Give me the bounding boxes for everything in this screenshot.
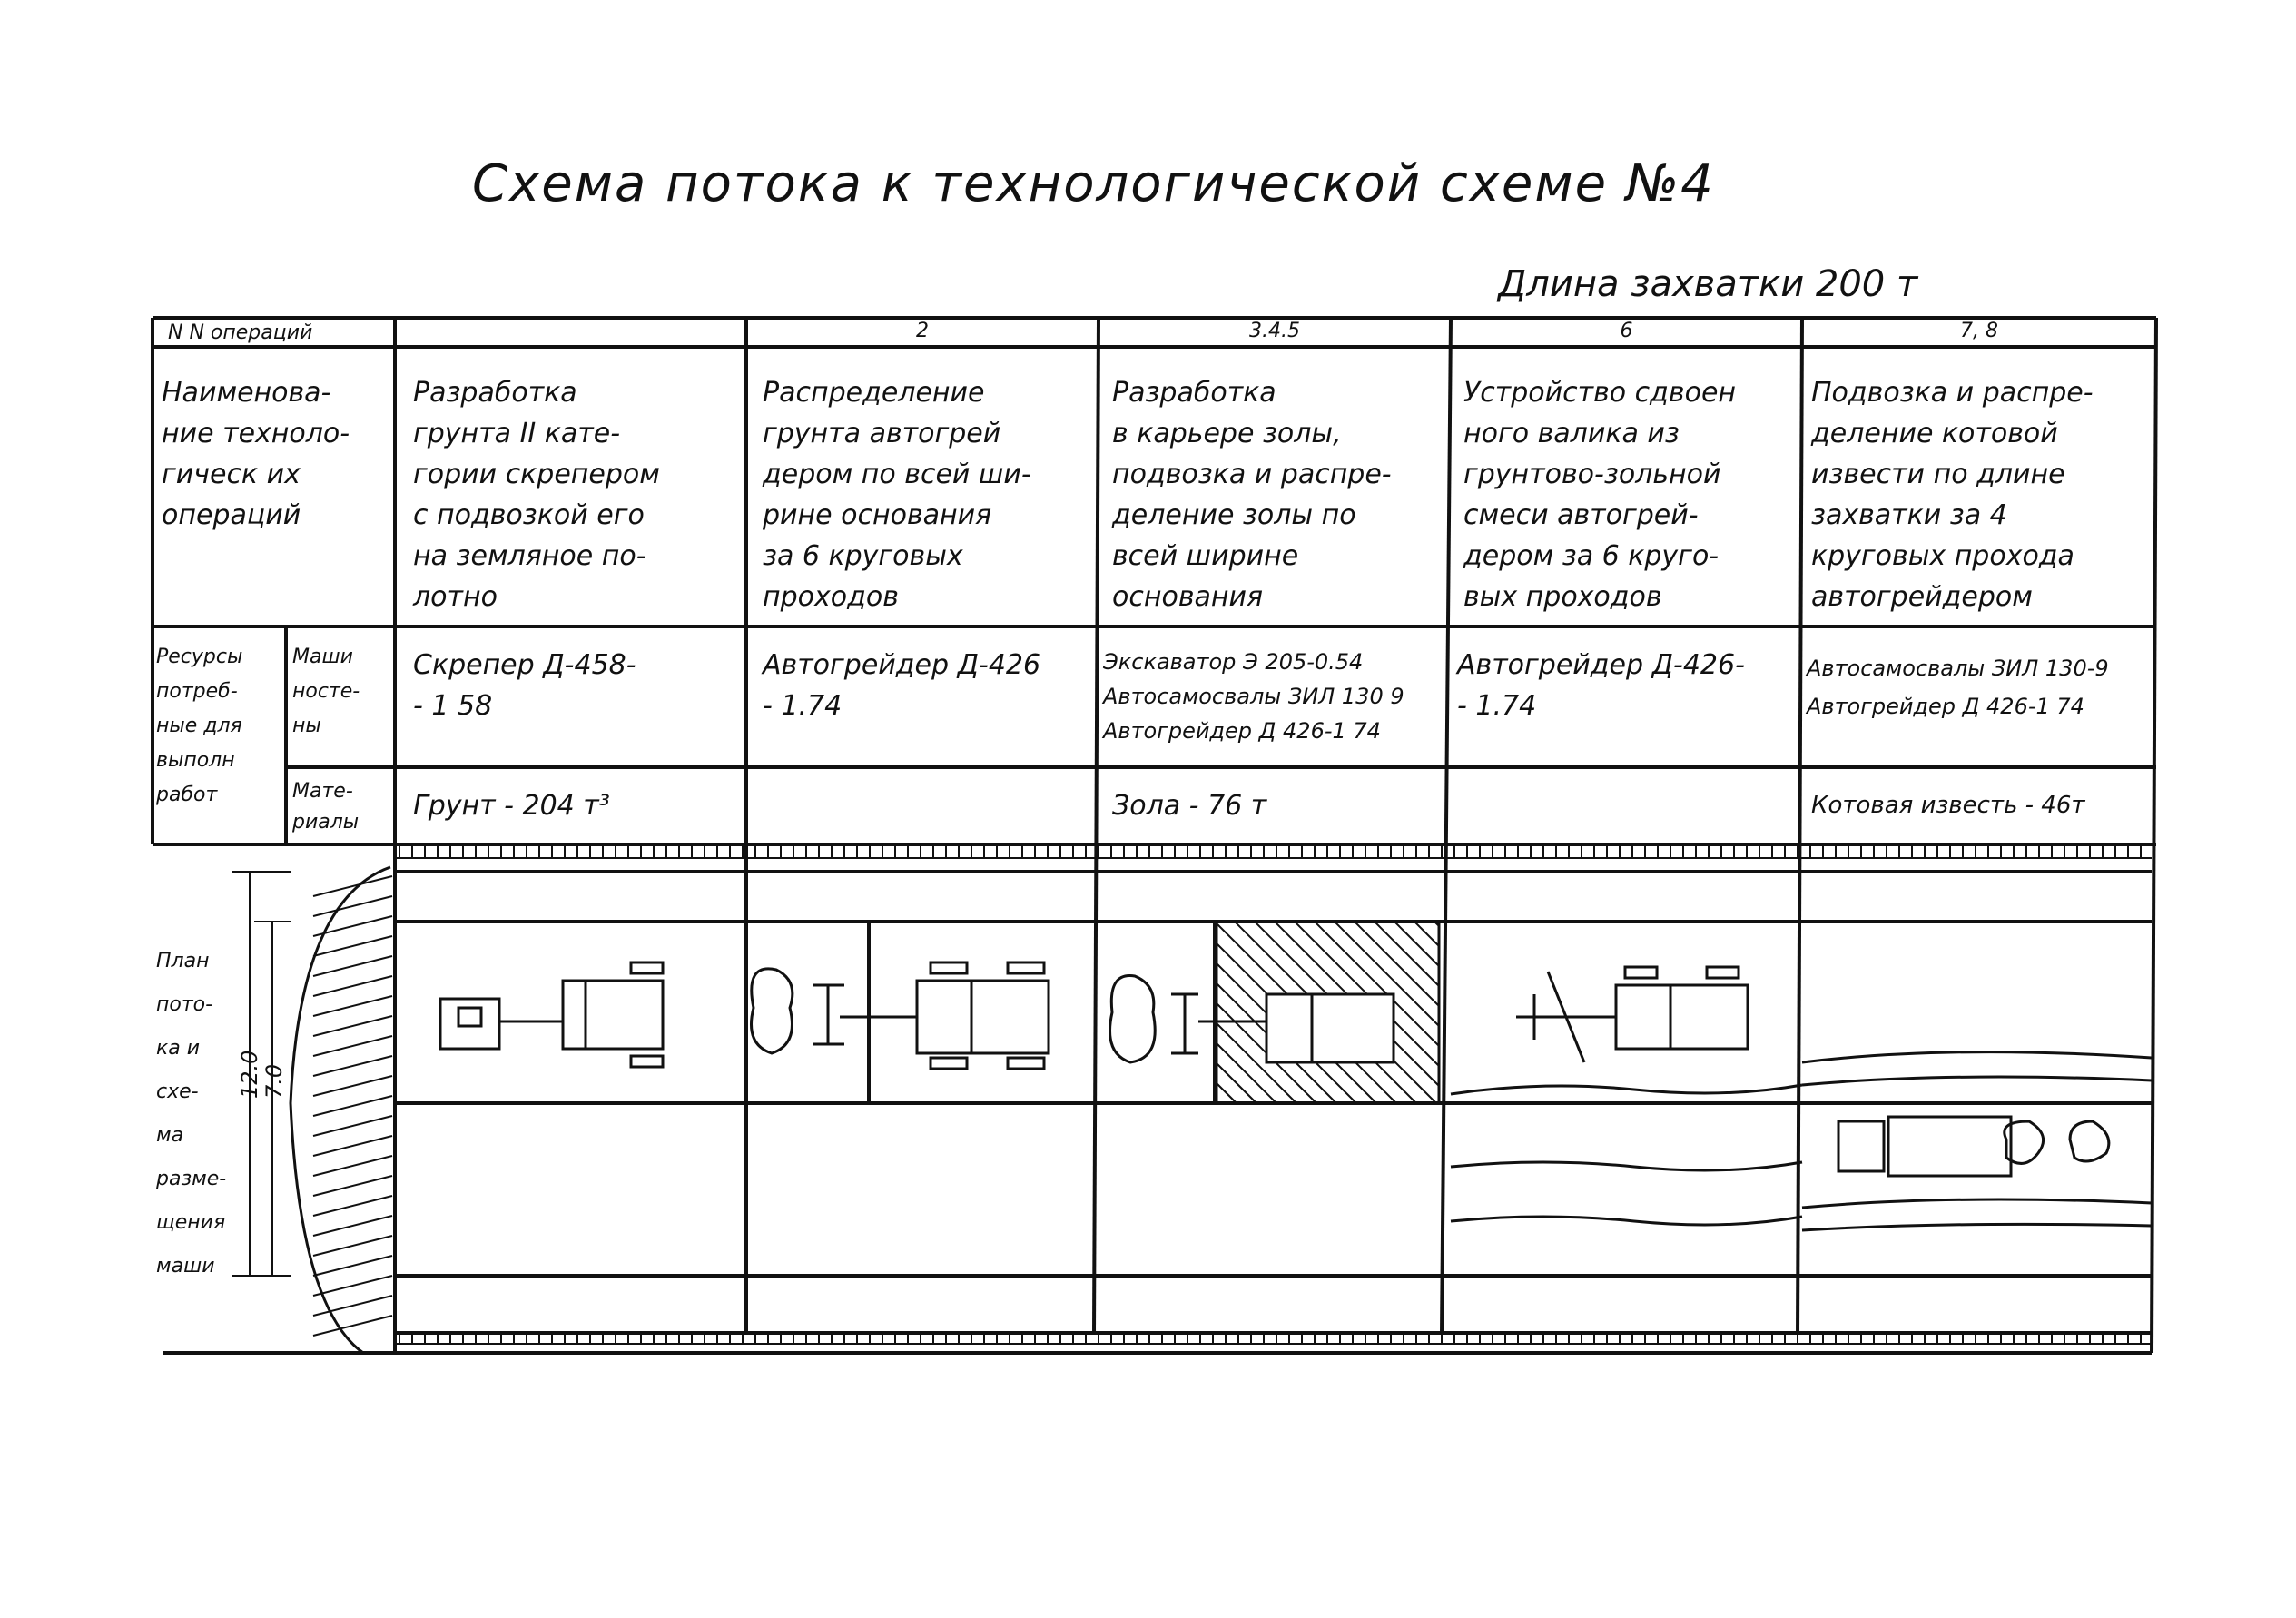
machines-2: Автогрейдер Д-426 - 1.74 (763, 649, 1041, 722)
grader-icon-2 (752, 962, 1049, 1069)
capture-length: Длина захватки 200 т (1498, 263, 1918, 305)
grader-icon-4 (1451, 967, 1802, 1225)
row-name-materials: Мате- риалы (292, 780, 360, 834)
row-name-machines: Маши носте- ны (292, 646, 360, 737)
col-number-4: 6 (1620, 320, 1633, 342)
col-number-2: 2 (916, 320, 929, 342)
operation-2: Распределение грунта автогрей дером по всей ши- рине основания за 6 круговых проходов (763, 377, 1031, 613)
truck-icon (1802, 1052, 2152, 1230)
machines-4: Автогрейдер Д-426- - 1.74 (1457, 649, 1745, 722)
col-number-5: 7, 8 (1960, 320, 1998, 342)
machines-3: Экскаватор Э 205-0.54 Автосамосвалы ЗИЛ 130 9 Автогрейдер Д 426-1 74 (1103, 649, 1404, 744)
operation-1: Разработка грунта II кате- гории скрепером с подвозкой его на земляное по- лотно (413, 377, 660, 613)
scraper-icon (440, 962, 663, 1067)
machines-1: Скрепер Д-458- - 1 58 (413, 649, 636, 722)
ops-number-label: N N операций (168, 321, 313, 344)
dim-outer: 12.0 (237, 1050, 262, 1099)
row-name-resources: Ресурсы потреб- ные для выполн работ (156, 646, 243, 806)
page-title: Схема потока к технологической схеме №4 (472, 154, 1715, 213)
operation-5: Подвозка и распре- деление котовой извести по длине захватки за 4 круговых прохода автогрейдером (1811, 377, 2094, 613)
row-name-operations: Наименова- ние техноло- гическ их операций (162, 377, 350, 531)
operation-4: Устройство сдвоен ного валика из грунтово-зольной смеси автогрей- дером за 6 круго- вых проходов (1463, 377, 1737, 613)
dim-inner: 7.0 (261, 1063, 287, 1099)
col-number-3: 3.4.5 (1249, 320, 1300, 342)
materials-3: Зола - 76 т (1112, 790, 1267, 822)
materials-1: Грунт - 204 т³ (413, 790, 610, 822)
row-name-plan: План пото- ка и схе- ма разме- щения маши (156, 950, 227, 1278)
machines-5: Автосамосвалы ЗИЛ 130-9 Автогрейдер Д 426-1 74 (1807, 656, 2109, 719)
materials-5: Котовая известь - 46т (1811, 792, 2085, 819)
operation-3: Разработка в карьере золы, подвозка и распре- деление золы по всей ширине основания (1112, 377, 1392, 613)
